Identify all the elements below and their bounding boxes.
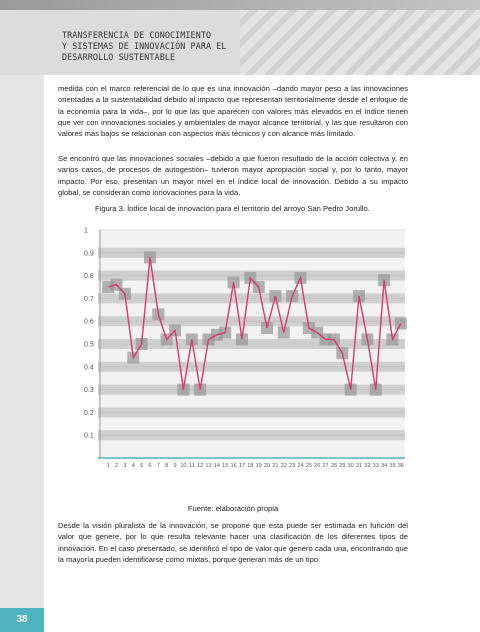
- x-tick-label: 31: [355, 463, 363, 469]
- y-tick-label: 0.6: [84, 318, 94, 326]
- page-header: [0, 0, 480, 75]
- x-tick-label: 18: [247, 463, 254, 469]
- x-tick-label: 35: [389, 463, 396, 469]
- x-tick-label: 14: [213, 463, 220, 469]
- x-tick-label: 12: [197, 463, 204, 469]
- x-tick-label: 21: [272, 463, 279, 469]
- x-tick-label: 26: [314, 463, 321, 469]
- x-tick-label: 16: [230, 463, 237, 469]
- x-tick-label: 4: [131, 463, 135, 469]
- y-tick-label: 0.5: [84, 341, 94, 349]
- y-tick-label: 1: [84, 227, 88, 235]
- left-margin-bar: [0, 75, 44, 632]
- figure-source: Fuente: elaboración propia: [187, 504, 279, 513]
- figure-caption: Figura 3. Índice local de innovación para el territorio del arroyo San Pedro Jorullo.: [95, 204, 370, 213]
- y-tick-label: 0.8: [84, 273, 94, 281]
- x-tick-label: 23: [289, 463, 296, 469]
- x-tick-label: 20: [263, 463, 271, 469]
- x-tick-label: 29: [339, 463, 346, 469]
- x-tick-label: 3: [123, 463, 127, 469]
- y-tick-label: 0.9: [84, 250, 94, 258]
- x-tick-label: 25: [305, 463, 312, 469]
- y-tick-label: 0.4: [84, 364, 94, 372]
- x-tick-label: 1: [106, 463, 110, 469]
- x-tick-label: 27: [322, 463, 329, 469]
- x-tick-label: 34: [380, 463, 388, 469]
- x-tick-label: 2: [114, 463, 119, 469]
- x-tick-label: 6: [148, 463, 152, 469]
- x-tick-label: 10: [180, 463, 187, 469]
- x-tick-label: 8: [165, 463, 169, 469]
- x-tick-label: 32: [364, 463, 371, 469]
- x-tick-label: 22: [280, 463, 287, 469]
- x-tick-label: 19: [255, 463, 262, 469]
- paragraph-2: Se encontró que las innovaciones sociales –debido a que fueron resultado de la acción colectiva y, en varios casos, de procesos de autogestión– tuvieron mayor apropiación social y, por lo tanto, mayor impacto. Por eso, presentan un mayor nivel en el índice local de innovación. Debido a su impacto global, se consideran como innovaciones para la vida.: [58, 154, 408, 197]
- x-tick-label: 9: [173, 463, 177, 469]
- running-title: TRANSFERENCIA DE CONOCIMIENTO Y SISTEMAS DE INNOVACIÓN PARA EL DESARROLLO SUSTENTABLE: [62, 30, 227, 62]
- header-strip: [0, 0, 480, 10]
- x-tick-label: 24: [297, 463, 304, 469]
- data-point: [395, 317, 407, 329]
- y-tick-label: 0.1: [84, 432, 94, 440]
- page-number: 38: [0, 608, 44, 632]
- x-tick-label: 13: [205, 463, 212, 469]
- x-tick-label: 17: [238, 463, 246, 469]
- x-tick-label: 7: [156, 463, 160, 469]
- x-tick-label: 30: [347, 463, 354, 469]
- y-tick-label: 0.2: [84, 409, 94, 417]
- y-tick-label: 0.7: [84, 295, 94, 303]
- x-tick-label: 11: [188, 463, 195, 469]
- x-tick-label: 33: [372, 463, 379, 469]
- y-tick-label: 0.3: [84, 387, 94, 395]
- x-tick-label: 5: [140, 463, 144, 469]
- paragraph-3: Desde la visión pluralista de la innovación, se propone que esta puede ser estimada en función del valor que genere, por lo que resulta relevante hacer una clasificación de los diferentes tipos de innovación. En el caso presentado, se identificó el tipo de valor que generó cada una, encontrando que la mayoría pueden identificarse como mixtas, porque generan más de un tipo: [58, 521, 408, 564]
- paragraph-1: medida con el marco referencial de lo que es una innovación –dando mayor peso a las innovaciones orientadas a la sustentabilidad debido al impacto que representan territorialmente desde el enfoque de la economía para la vida–, por lo que las que aparecen con valores más elevados en el índice tienen que ver con innovaciones sociales y ambientales de mayor alcance territorial, y las que resultaron con valores más bajos se relacionan con aspectos más técnicos y con alcance más limitado.: [58, 84, 408, 139]
- x-tick-label: 36: [397, 463, 404, 469]
- innovation-index-chart: [80, 222, 410, 472]
- x-tick-label: 28: [330, 463, 338, 469]
- x-tick-label: 15: [222, 463, 229, 469]
